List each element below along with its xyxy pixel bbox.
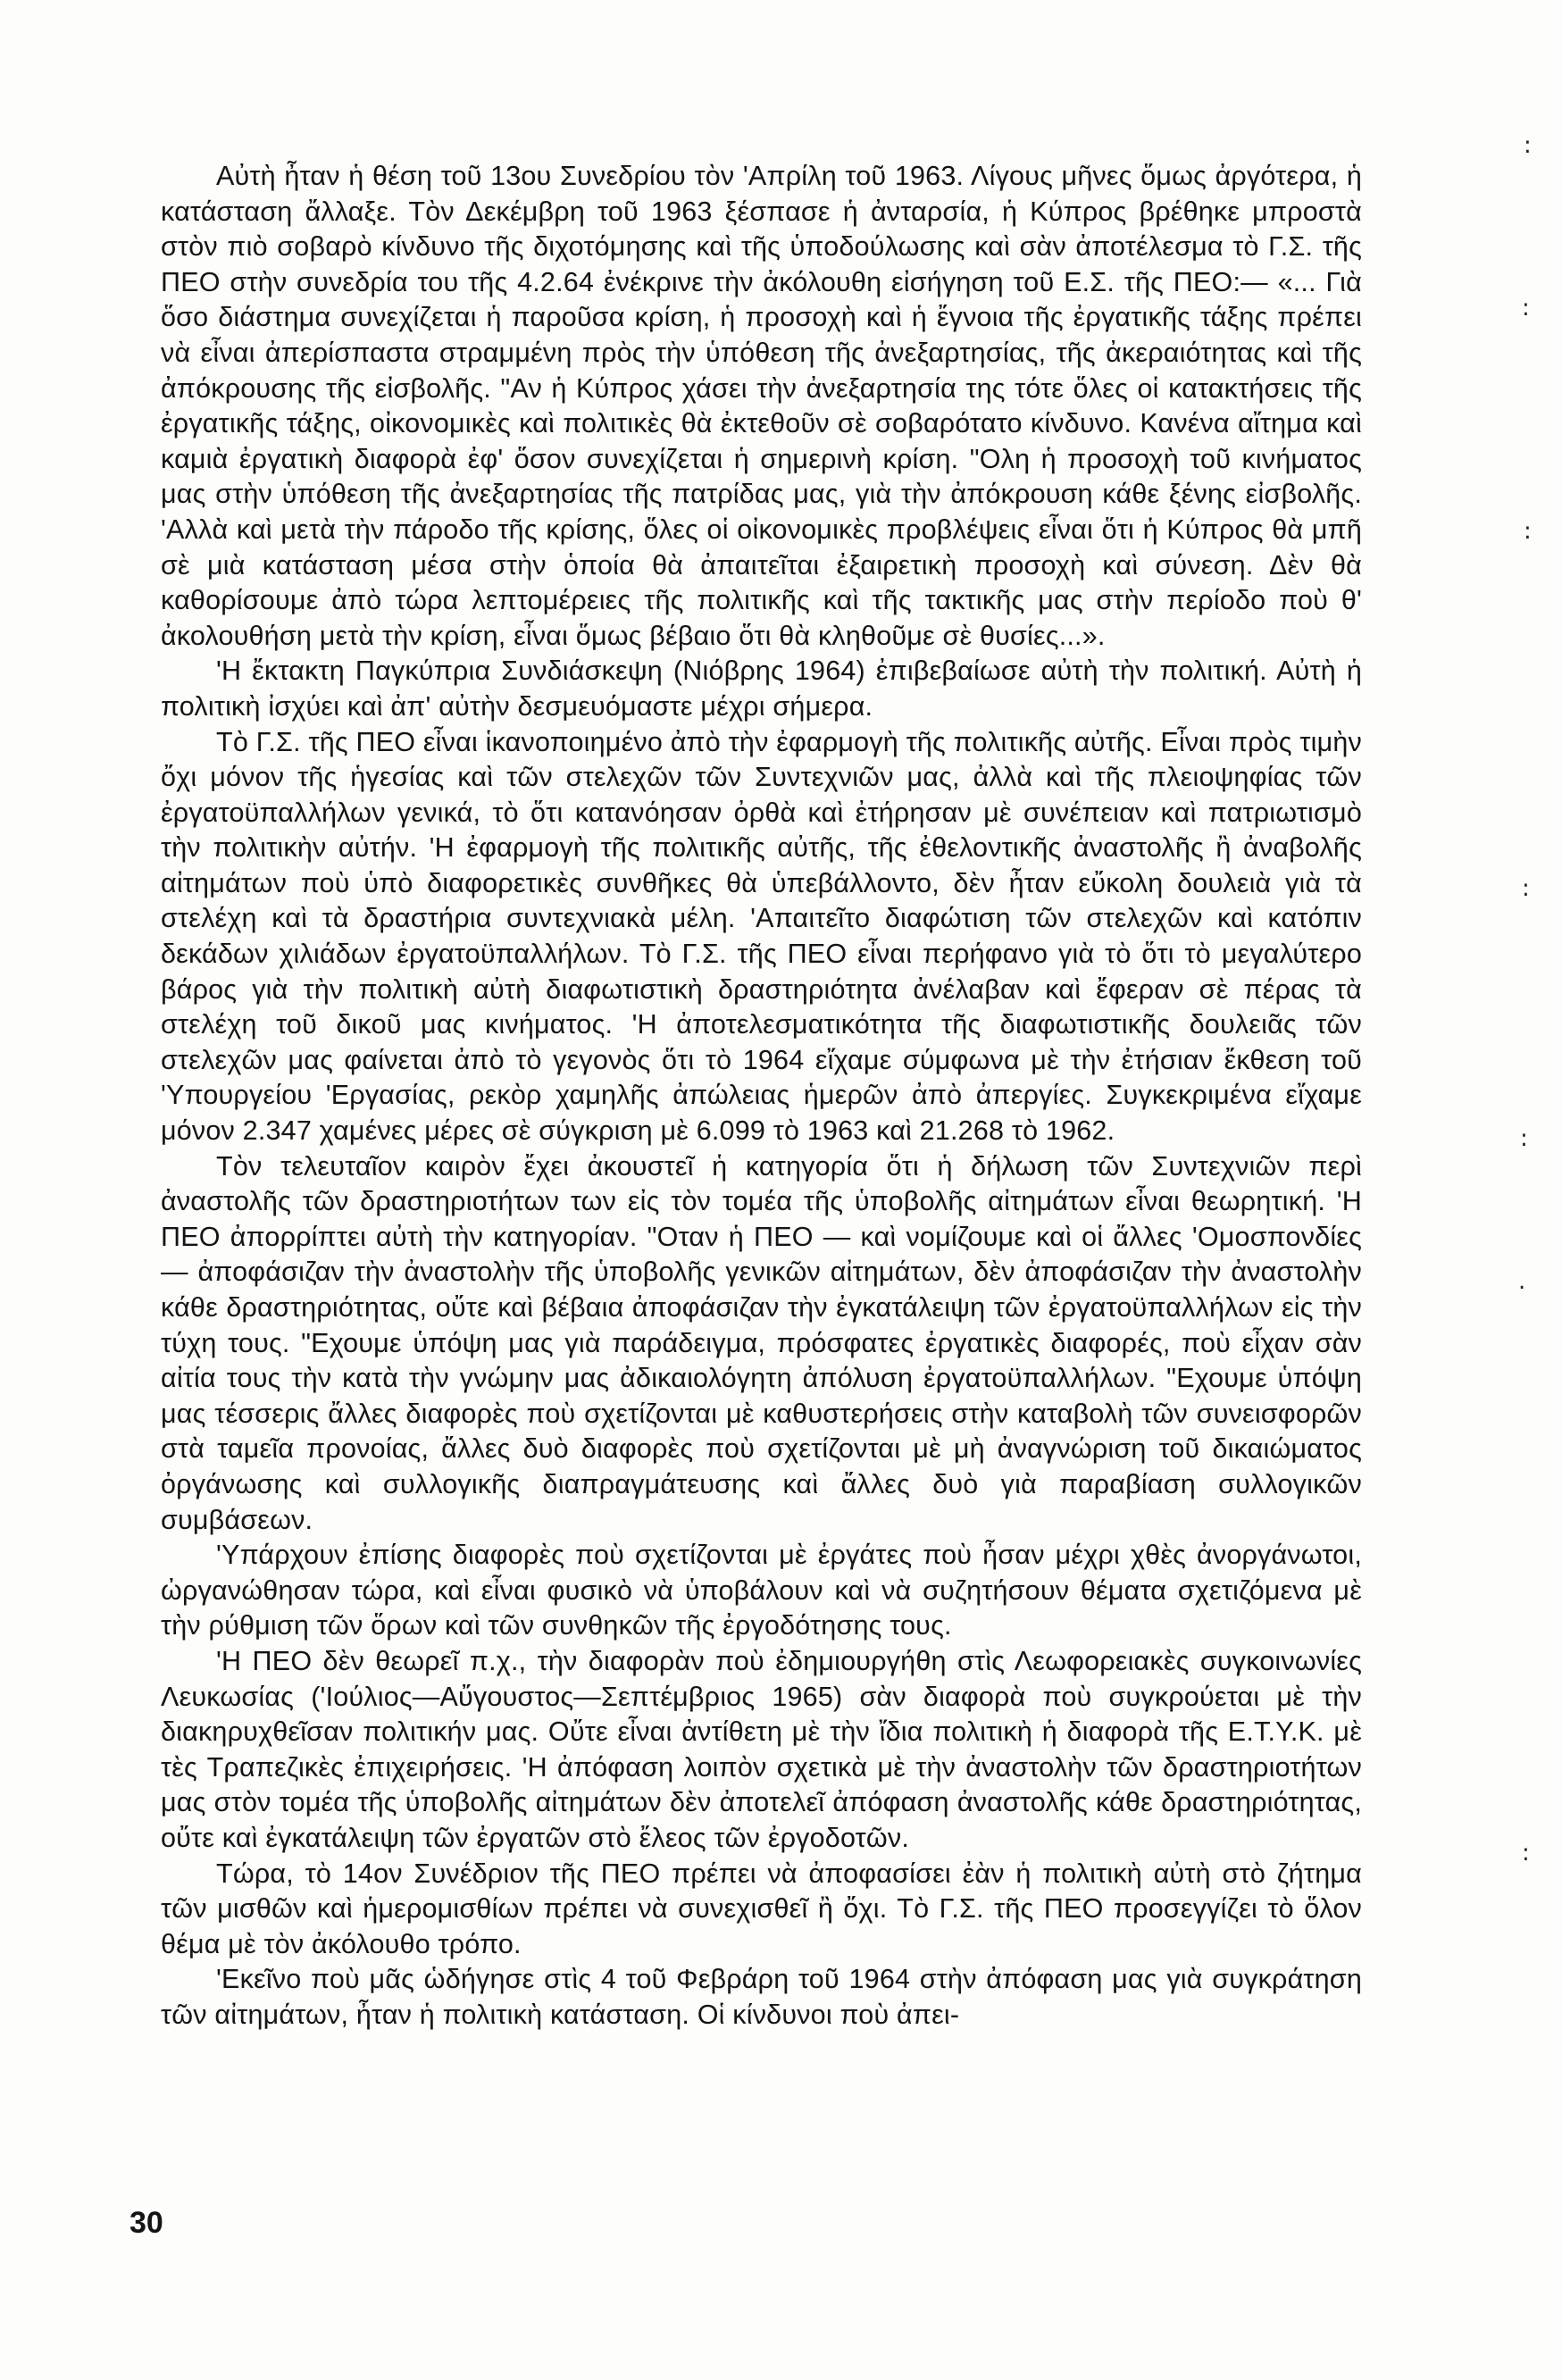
scan-speck: : xyxy=(1524,132,1532,159)
paragraph: 'Η ἔκτακτη Παγκύπρια Συνδιάσκεψη (Νιόβρης 1964) ἐπιβεβαίωσε αὐτὴ τὴν πολιτική. Αὐτὴ ἡ πολιτικὴ ἰσχύει καὶ ἀπ' αὐτὴν δεσμευόμαστε μέχρι σήμερα. xyxy=(161,656,1362,722)
paragraph: 'Εκεῖνο ποὺ μᾶς ὡδήγησε στὶς 4 τοῦ Φεβράρη τοῦ 1964 στὴν ἀπόφαση μας γιὰ συγκράτηση τῶν αἰτημάτων, ἦταν ἡ πολιτικὴ κατάσταση. Οἱ κίνδυνοι ποὺ ἀπει- xyxy=(161,1964,1362,2030)
scan-speck: : xyxy=(1524,518,1532,545)
paragraph: 'Η ΠΕΟ δὲν θεωρεῖ π.χ., τὴν διαφορὰν ποὺ ἐδημιουργήθη στὶς Λεωφορειακὲς συγκοινωνίες Λευκωσίας ('Ιούλιος—Αὔγουστος—Σεπτέμβριος 1965) σὰν διαφορὰ ποὺ συγκρούεται μὲ τὴν διακηρυχθεῖσαν πολιτικήν μας. Οὔτε εἶναι ἀντίθετη μὲ τὴν ἴδια πολιτικὴ ἡ διαφορὰ τῆς Ε.Τ.Υ.Κ. μὲ τὲς Τραπεζικὲς ἐπιχειρήσεις. 'Η ἀπόφαση λοιπὸν σχετικὰ μὲ τὴν ἀναστολὴν τῶν δραστηριοτήτων μας στὸν τομέα τῆς ὑποβολῆς αἰτημάτων δὲν ἀποτελεῖ ἀπόφαση ἀναστολῆς κάθε δραστηριότητας, οὔτε καὶ ἐγκατάλειψη τῶν ἐργατῶν στὸ ἔλεος τῶν ἐργοδοτῶν. xyxy=(161,1645,1362,1853)
scan-speck: : xyxy=(1522,1840,1530,1866)
scan-speck: . xyxy=(1518,1268,1526,1295)
paragraph: Τώρα, τὸ 14ον Συνέδριον τῆς ΠΕΟ πρέπει νὰ ἀποφασίσει ἐὰν ἡ πολιτικὴ αὐτὴ στὸ ζήτημα τῶν μισθῶν καὶ ἡμερομισθίων πρέπει νὰ συνεχισθεῖ ἢ ὄχι. Τὸ Γ.Σ. τῆς ΠΕΟ προσεγγίζει τὸ ὅλον θέμα μὲ τὸν ἀκόλουθο τρόπο. xyxy=(161,1858,1362,1959)
paragraph: Αὐτὴ ἦταν ἡ θέση τοῦ 13ου Συνεδρίου τὸν 'Απρίλη τοῦ 1963. Λίγους μῆνες ὅμως ἀργότερα, ἡ κατάσταση ἄλλαξε. Τὸν Δεκέμβρη τοῦ 1963 ξέσπασε ἡ ἀνταρσία, ἡ Κύπρος βρέθηκε μπροστὰ στὸν πιὸ σοβαρὸ κίνδυνο τῆς διχοτόμησης καὶ τῆς ὑποδούλωσης καὶ σὰν ἀποτέλεσμα τὸ Γ.Σ. τῆς ΠΕΟ στὴν συνεδρία του τῆς 4.2.64 ἐνέκρινε τὴν ἀκόλουθη εἰσήγηση τοῦ Ε.Σ. τῆς ΠΕΟ:— «... Γιὰ ὅσο διάστημα συνεχίζεται ἡ παροῦσα κρίση, ἡ προσοχὴ καὶ ἡ ἔγνοια τῆς ἐργατικῆς τάξης πρέπει νὰ εἶναι ἀπερίσπαστα στραμμένη πρὸς τὴν ὑπόθεση τῆς ἀνεξαρτησίας, τῆς ἀκεραιότητας καὶ τῆς ἀπόκρουσης τῆς εἰσβολῆς. "Αν ἡ Κύπρος χάσει τὴν ἀνεξαρτησία της τότε ὅλες οἱ κατακτήσεις τῆς ἐργατικῆς τάξης, οἰκονομικὲς καὶ πολιτικὲς θὰ ἐκτεθοῦν σὲ σοβαρότατο κίνδυνο. Κανένα αἴτημα καὶ καμιὰ ἐργατικὴ διαφορὰ ἐφ' ὅσον συνεχίζεται ἡ σημερινὴ κρίση. "Ολη ἡ προσοχὴ τοῦ κινήματος μας στὴν ὑπόθεση τῆς ἀνεξαρτησίας τῆς πατρίδας μας, γιὰ τὴν ἀπόκρουση κάθε ξένης εἰσβολῆς. 'Αλλὰ καὶ μετὰ τὴν πάροδο τῆς κρίσης, ὅλες οἱ οἰκονομικὲς προβλέψεις εἶναι ὅτι ἡ Κύπρος θὰ μπῆ σὲ μιὰ κατάσταση μέσα στὴν ὁποία θὰ ἀπαιτεῖται ἐξαιρετικὴ προσοχὴ καὶ σύνεση. Δὲν θὰ καθορίσουμε ἀπὸ τώρα λεπτομέρειες τῆς πολιτικῆς καὶ τῆς τακτικῆς μας στὴν περίοδο ποὺ θ' ἀκολουθήση μετὰ τὴν κρίση, εἶναι ὅμως βέβαιο ὅτι θὰ κληθοῦμε σὲ θυσίες...». xyxy=(161,161,1362,651)
scan-speck: : xyxy=(1522,295,1530,322)
paragraph: 'Υπάρχουν ἐπίσης διαφορὲς ποὺ σχετίζονται μὲ ἐργάτες ποὺ ἦσαν μέχρι χθὲς ἀνοργάνωτοι, ὠργανώθησαν τώρα, καὶ εἶναι φυσικὸ νὰ ὑποβάλουν καὶ νὰ συζητήσουν θέματα σχετιζόμενα μὲ τὴν ρύθμιση τῶν ὅρων καὶ τῶν συνθηκῶν τῆς ἐργοδότησης τους. xyxy=(161,1540,1362,1641)
scan-speck: : xyxy=(1520,1125,1528,1152)
page-number: 30 xyxy=(129,2206,163,2240)
scan-speck: : xyxy=(1522,875,1530,902)
paragraph: Τὸν τελευταῖον καιρὸν ἔχει ἀκουστεῖ ἡ κατηγορία ὅτι ἡ δήλωση τῶν Συντεχνιῶν περὶ ἀναστολῆς τῶν δραστηριοτήτων των εἰς τὸν τομέα τῆς ὑποβολῆς αἰτημάτων εἶναι θεωρητική. 'Η ΠΕΟ ἀπορρίπτει αὐτὴ τὴν κατηγορίαν. "Οταν ἡ ΠΕΟ — καὶ νομίζουμε καὶ οἱ ἄλλες 'Ομοσπονδίες — ἀποφάσιζαν τὴν ἀναστολὴν τῆς ὑποβολῆς γενικῶν αἰτημάτων, δὲν ἀποφάσιζαν τὴν ἀναστολὴν κάθε δραστηριότητας, οὔτε καὶ βέβαια ἀποφάσιζαν τὴν ἐγκατάλειψη τῶν ἐργατοϋπαλλήλων εἰς τὴν τύχη τους. "Εχουμε ὑπόψη μας γιὰ παράδειγμα, πρόσφατες ἐργατικὲς διαφορές, ποὺ εἶχαν σὰν αἰτία τους τὴν κατὰ τὴν γνώμην μας ἀδικαιολόγητη ἀπόλυση ἐργατοϋπαλλήλων. "Εχουμε ὑπόψη μας τέσσερις ἄλλες διαφορὲς ποὺ σχετίζονται μὲ καθυστερήσεις στὴν καταβολὴ τῶν συνεισφορῶν στὰ ταμεῖα προνοίας, ἄλλες δυὸ διαφορὲς ποὺ σχετίζονται μὲ μὴ ἀναγνώριση τοῦ δικαιώματος ὀργάνωσης καὶ συλλογικῆς διαπραγμάτευσης καὶ ἄλλες δυὸ γιὰ παραβίαση συλλογικῶν συμβάσεων. xyxy=(161,1150,1362,1535)
body-text xyxy=(161,159,1362,2033)
paragraph: Τὸ Γ.Σ. τῆς ΠΕΟ εἶναι ἱκανοποιημένο ἀπὸ τὴν ἐφαρμογὴ τῆς πολιτικῆς αὐτῆς. Εἶναι πρὸς τιμὴν ὄχι μόνον τῆς ἡγεσίας καὶ τῶν στελεχῶν τῶν Συντεχνιῶν μας, ἀλλὰ καὶ τῆς πλειοψηφίας τῶν ἐργατοϋπαλλήλων γενικά, τὸ ὅτι κατανόησαν ὀρθὰ καὶ ἐτήρησαν μὲ συνέπειαν καὶ πατριωτισμὸ τὴν πολιτικὴν αὐτήν. 'Η ἐφαρμογὴ τῆς πολιτικῆς αὐτῆς, τῆς ἐθελοντικῆς ἀναστολῆς ἢ ἀναβολῆς αἰτημάτων ποὺ ὑπὸ διαφορετικὲς συνθῆκες θὰ ὑπεβάλλοντο, δὲν ἦταν εὔκολη δουλειὰ γιὰ τὰ στελέχη καὶ τὰ δραστήρια συντεχνιακὰ μέλη. 'Απαιτεῖτο διαφώτιση τῶν στελεχῶν καὶ κατόπιν δεκάδων χιλιάδων ἐργατοϋπαλλήλων. Τὸ Γ.Σ. τῆς ΠΕΟ εἶναι περήφανο γιὰ τὸ ὅτι τὸ μεγαλύτερο βάρος γιὰ τὴν πολιτικὴ αὐτὴ διαφωτιστικὴ δραστηριότητα ἀνέλαβαν καὶ ἔφεραν σὲ πέρας τὰ στελέχη τοῦ δικοῦ μας κινήματος. 'Η ἀποτελεσματικότητα τῆς διαφωτιστικῆς δουλειᾶς τῶν στελεχῶν μας φαίνεται ἀπὸ τὸ γεγονὸς ὅτι τὸ 1964 εἴχαμε σύμφωνα μὲ τὴν ἐτήσιαν ἔκθεση τοῦ 'Υπουργείου 'Εργασίας, ρεκὸρ χαμηλῆς ἀπώλειας ἡμερῶν ἀπὸ ἀπεργίες. Συγκεκριμένα εἴχαμε μόνον 2.347 χαμένες μέρες σὲ σύγκριση μὲ 6.099 τὸ 1963 καὶ 21.268 τὸ 1962. xyxy=(161,726,1362,1147)
